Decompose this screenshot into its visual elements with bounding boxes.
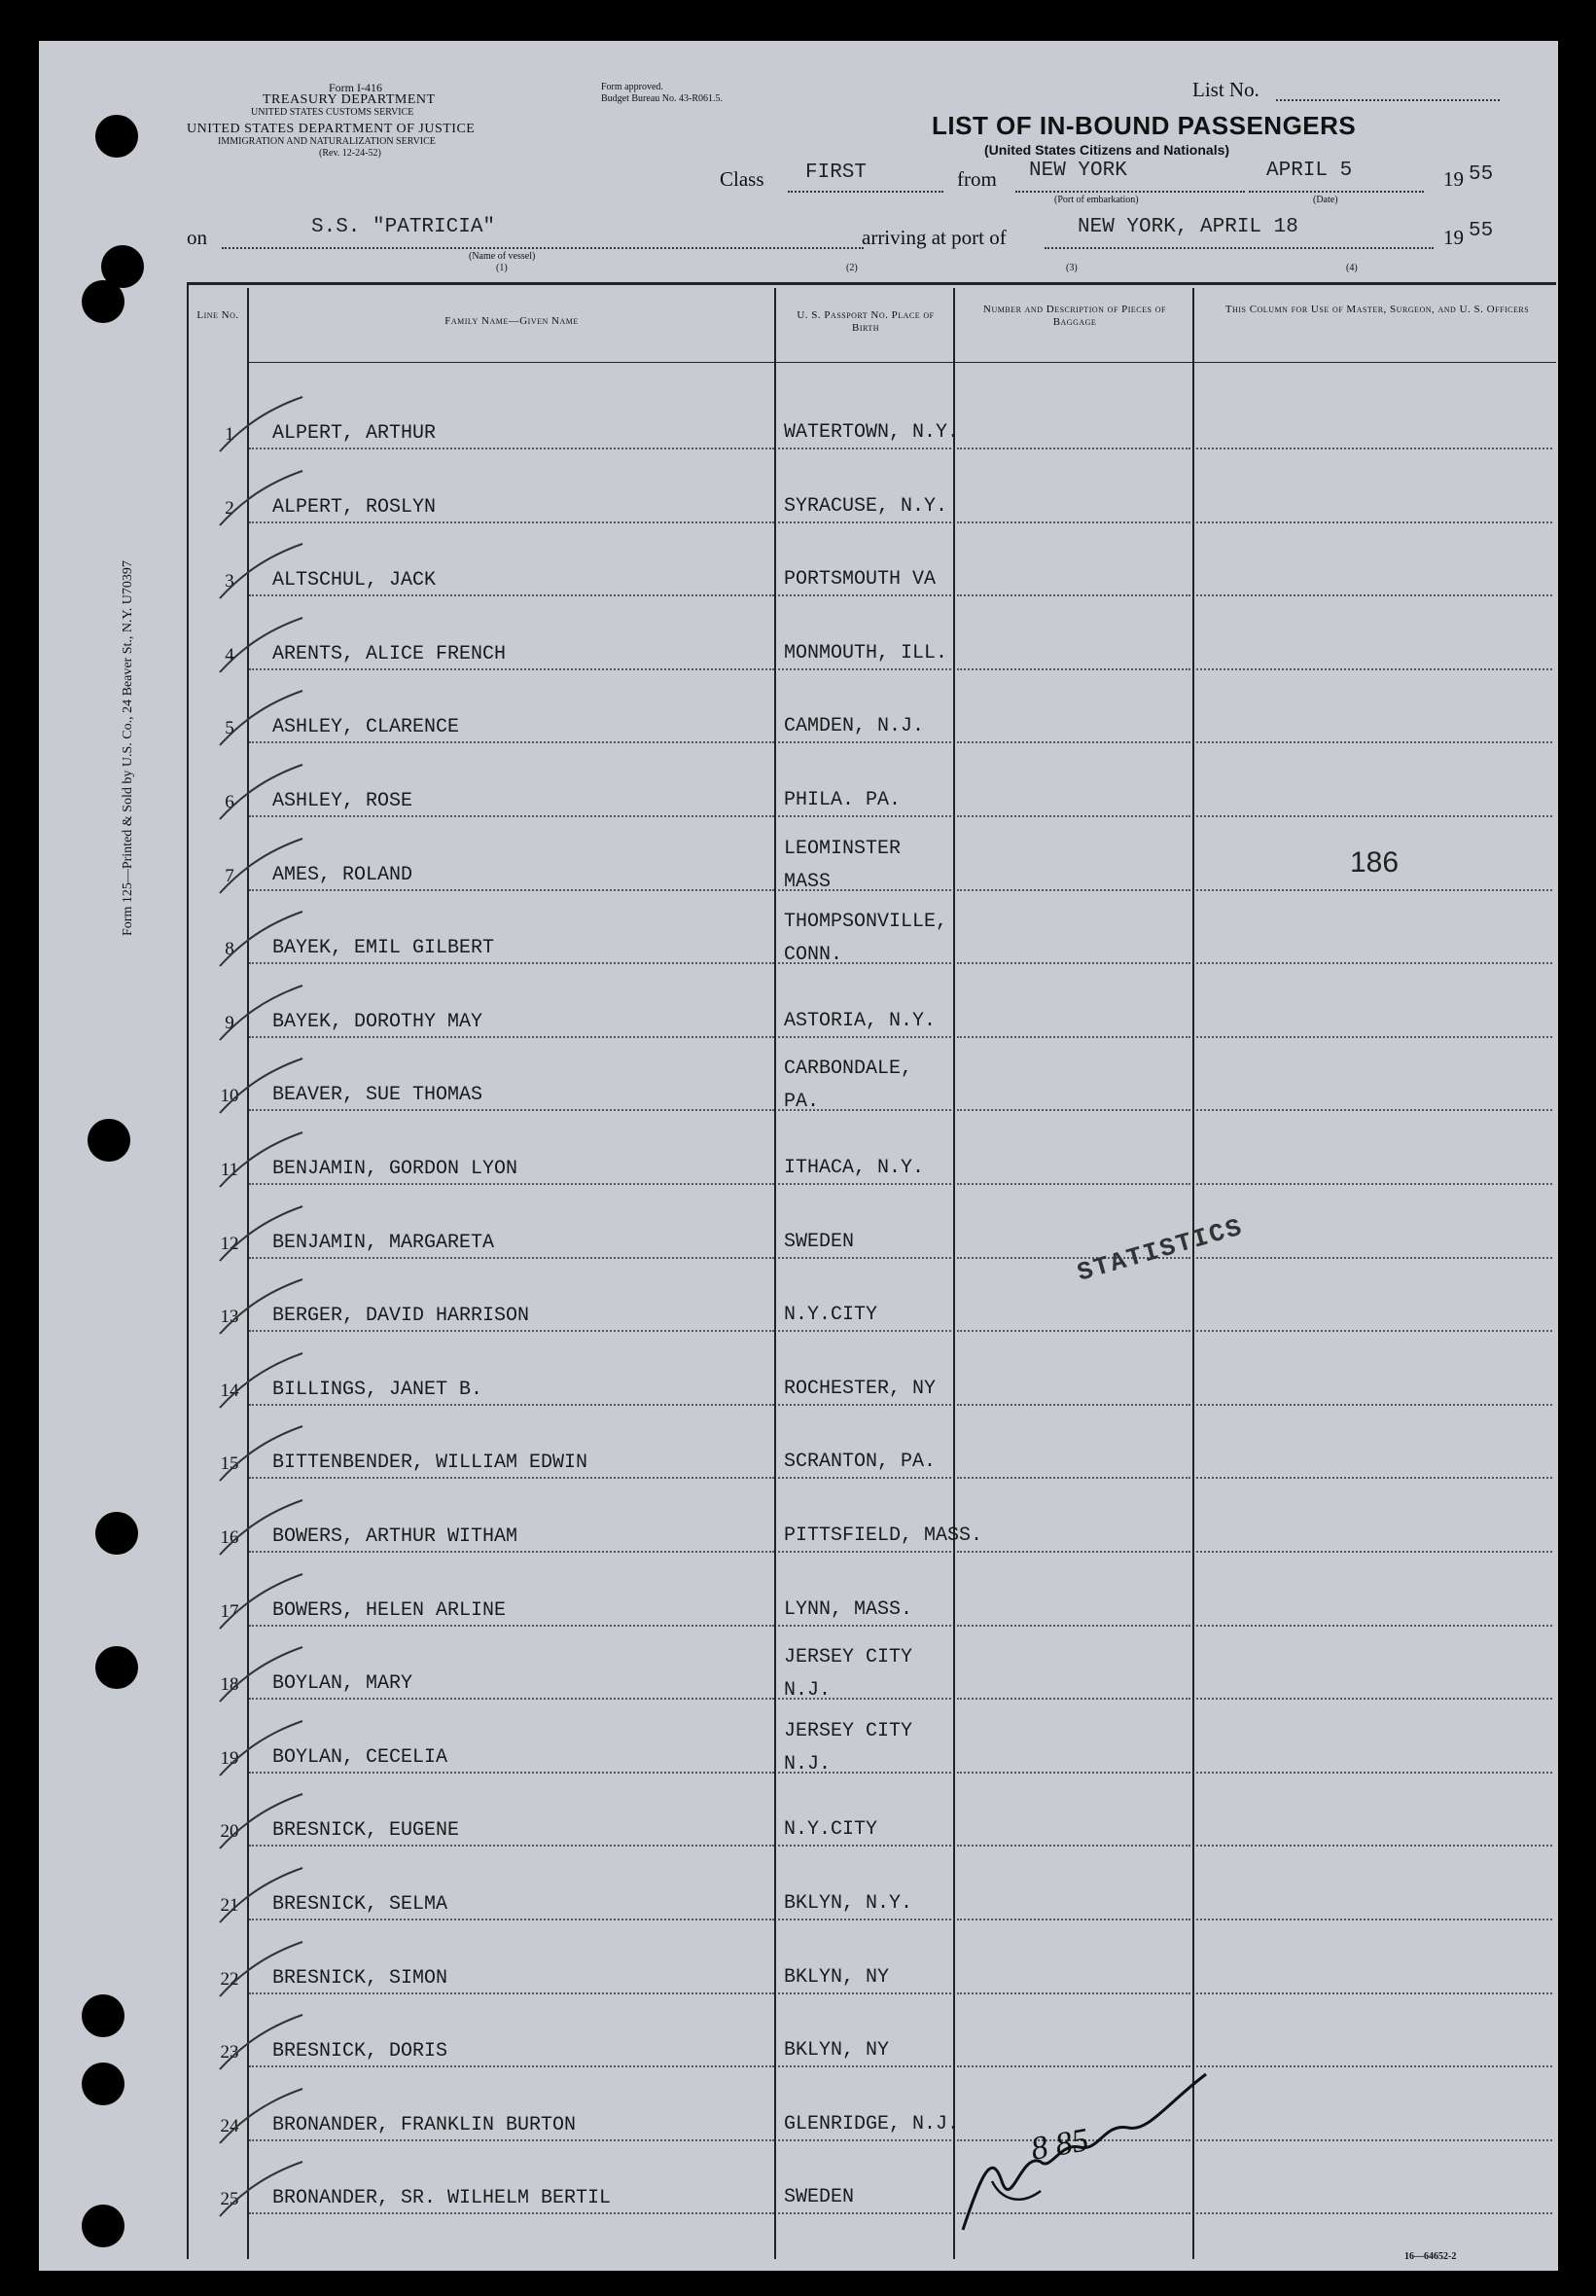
- check-mark: [210, 1347, 307, 1416]
- row-rule: [249, 448, 774, 449]
- line-number: 24: [220, 2115, 239, 2136]
- place-line: THOMPSONVILLE,: [784, 911, 948, 934]
- row-rule: [249, 1919, 774, 1920]
- place-line: BKLYN, NY: [784, 2039, 890, 2063]
- row-rule: [778, 1772, 951, 1774]
- check-mark: [210, 685, 307, 753]
- form-approved: Form approved.: [601, 82, 663, 92]
- passenger-name: AMES, ROLAND: [272, 863, 413, 886]
- passenger-name: ALTSCHUL, JACK: [272, 569, 437, 592]
- row-rule: [1196, 521, 1552, 523]
- passenger-name: BERGER, DAVID HARRISON: [272, 1305, 530, 1328]
- arriving-label: arriving at port of: [862, 226, 1007, 249]
- place-line: MONMOUTH, ILL.: [784, 641, 948, 664]
- place-of-birth: [784, 563, 936, 596]
- row-rule: [778, 1992, 951, 1994]
- check-mark: [210, 1568, 307, 1636]
- table-row: [39, 1347, 1558, 1421]
- row-rule: [957, 668, 1190, 670]
- row-rule: [249, 2065, 774, 2067]
- place-of-birth: [784, 490, 947, 523]
- place-line: SYRACUSE, N.Y.: [784, 494, 948, 518]
- line-number: 13: [220, 1307, 239, 1328]
- col-number-1: (1): [496, 263, 508, 273]
- row-rule: [249, 2139, 774, 2141]
- department-justice: UNITED STATES DEPARTMENT OF JUSTICE: [187, 122, 476, 136]
- passenger-rows: [39, 41, 1558, 2271]
- table-row: [39, 1641, 1558, 1715]
- row-rule: [778, 1919, 951, 1920]
- table-row: [39, 685, 1558, 759]
- row-rule: [957, 1992, 1190, 1994]
- year2-label: 19: [1443, 226, 1464, 249]
- place-line: SWEDEN: [784, 2186, 855, 2209]
- row-rule: [778, 521, 951, 523]
- class-label: Class: [720, 167, 764, 191]
- col-number-4: (4): [1346, 263, 1358, 273]
- row-rule: [778, 448, 951, 449]
- passenger-name: BRESNICK, SIMON: [272, 1966, 448, 1990]
- row-rule: [249, 1257, 774, 1259]
- row-rule: [778, 889, 951, 891]
- place-line: ROCHESTER, NY: [784, 1377, 937, 1400]
- row-rule: [249, 962, 774, 964]
- place-of-birth: [784, 1226, 854, 1259]
- check-mark: [210, 1862, 307, 1930]
- place-of-birth: [784, 637, 947, 670]
- table-row: [39, 538, 1558, 612]
- place-of-birth: [784, 416, 959, 449]
- line-number: 12: [220, 1233, 239, 1254]
- passenger-name: BRONANDER, SR. WILHELM BERTIL: [272, 2187, 612, 2210]
- passenger-name: BENJAMIN, GORDON LYON: [272, 1158, 518, 1180]
- passenger-name: ASHLEY, CLARENCE: [272, 716, 460, 739]
- table-row: [39, 1127, 1558, 1201]
- row-rule: [1196, 1845, 1552, 1847]
- row-rule: [1196, 1992, 1552, 1994]
- col-number-3: (3): [1066, 263, 1078, 273]
- place-of-birth: [784, 1152, 924, 1185]
- line-number: 25: [220, 2189, 239, 2210]
- header-passport: U. S. Passport No. Place of Birth: [797, 309, 935, 334]
- from-label: from: [957, 167, 997, 191]
- row-rule: [1196, 1330, 1552, 1332]
- line-number: 3: [225, 571, 234, 592]
- table-row: [39, 2156, 1558, 2230]
- place-line: CONN.: [784, 944, 843, 967]
- row-rule: [249, 1992, 774, 1994]
- row-rule: [957, 1772, 1190, 1774]
- department-treasury: TREASURY DEPARTMENT: [263, 92, 436, 107]
- row-rule: [249, 1183, 774, 1185]
- row-rule: [249, 1404, 774, 1406]
- place-line: SWEDEN: [784, 1230, 855, 1253]
- place-line: JERSEY CITY: [784, 1719, 913, 1742]
- row-rule: [778, 1551, 951, 1553]
- row-rule: [778, 2139, 951, 2141]
- check-mark: [210, 1274, 307, 1342]
- check-mark: [210, 1715, 307, 1783]
- table-row: [39, 906, 1558, 980]
- table-row: [39, 1568, 1558, 1642]
- line-number: 18: [220, 1674, 239, 1696]
- row-rule: [1196, 815, 1552, 817]
- place-line: BKLYN, NY: [784, 1965, 890, 1989]
- place-line: PA.: [784, 1091, 820, 1114]
- row-rule: [957, 1919, 1190, 1920]
- row-rule: [778, 962, 951, 964]
- row-rule: [1196, 1477, 1552, 1479]
- row-rule: [957, 448, 1190, 449]
- passenger-name: BOYLAN, CECELIA: [272, 1745, 448, 1769]
- passenger-name: BOWERS, HELEN ARLINE: [272, 1598, 507, 1622]
- arrival-value: NEW YORK, APRIL 18: [1078, 216, 1298, 238]
- check-mark: [210, 391, 307, 459]
- table-row: [39, 1420, 1558, 1494]
- list-no-label: List No.: [1192, 78, 1259, 101]
- col-number-2: (2): [846, 263, 858, 273]
- place-line: N.Y.CITY: [784, 1304, 878, 1327]
- row-rule: [957, 521, 1190, 523]
- check-mark: [210, 538, 307, 606]
- check-mark: [210, 759, 307, 827]
- row-rule: [778, 815, 951, 817]
- place-of-birth: [784, 1961, 889, 1994]
- table-row: [39, 2009, 1558, 2083]
- place-line: PORTSMOUTH VA: [784, 568, 937, 592]
- passenger-name: ALPERT, ARTHUR: [272, 422, 437, 445]
- year-value: 55: [1469, 163, 1494, 186]
- line-number: 9: [225, 1012, 234, 1033]
- line-number: 19: [220, 1747, 239, 1769]
- row-rule: [1196, 668, 1552, 670]
- check-mark: [210, 1788, 307, 1856]
- row-rule: [957, 1845, 1190, 1847]
- row-rule: [957, 962, 1190, 964]
- row-rule: [778, 1845, 951, 1847]
- line-number: 11: [220, 1160, 239, 1180]
- passenger-name: BRESNICK, SELMA: [272, 1893, 448, 1916]
- row-rule: [957, 1109, 1190, 1111]
- check-mark: [210, 1641, 307, 1709]
- check-mark: [210, 906, 307, 974]
- vessel-value: S.S. "PATRICIA": [311, 216, 496, 238]
- place-line: LYNN, MASS.: [784, 1597, 913, 1621]
- row-rule: [249, 1551, 774, 1553]
- row-rule: [249, 1625, 774, 1627]
- line-number: 2: [225, 497, 234, 519]
- table-row: [39, 612, 1558, 686]
- check-mark: [210, 833, 307, 901]
- table-row: [39, 1715, 1558, 1789]
- row-rule: [249, 1477, 774, 1479]
- table-row: [39, 1494, 1558, 1568]
- place-of-birth: [784, 710, 924, 743]
- passenger-name: BRONANDER, FRANKLIN BURTON: [272, 2113, 577, 2136]
- place-line: N.J.: [784, 1752, 832, 1776]
- passenger-name: ARENTS, ALICE FRENCH: [272, 642, 507, 665]
- year-label: 19: [1443, 167, 1464, 191]
- row-rule: [1196, 1257, 1552, 1259]
- port-embarkation-label: (Port of embarkation): [1054, 195, 1139, 205]
- line-number: 21: [220, 1895, 239, 1916]
- line-number: 8: [225, 939, 234, 960]
- row-rule: [249, 889, 774, 891]
- place-line: JERSEY CITY: [784, 1646, 913, 1669]
- row-rule: [778, 1698, 951, 1700]
- place-line: N.Y.CITY: [784, 1818, 878, 1842]
- check-mark: [210, 612, 307, 680]
- table-row: [39, 1201, 1558, 1274]
- year2-value: 55: [1469, 220, 1494, 242]
- form-title: LIST OF IN-BOUND PASSENGERS: [932, 111, 1357, 140]
- passenger-name: BOWERS, ARTHUR WITHAM: [272, 1525, 518, 1548]
- line-number: 22: [220, 1968, 239, 1990]
- row-rule: [249, 1109, 774, 1111]
- row-rule: [249, 521, 774, 523]
- table-row: [39, 759, 1558, 833]
- passenger-name: BRESNICK, EUGENE: [272, 1819, 460, 1843]
- form-number: Form I-416: [329, 81, 382, 94]
- form-subtitle: (United States Citizens and Nationals): [984, 142, 1230, 158]
- budget-bureau: Budget Bureau No. 43-R061.5.: [601, 93, 723, 104]
- place-line: ASTORIA, N.Y.: [784, 1009, 937, 1032]
- check-mark: [210, 1420, 307, 1489]
- place-of-birth: [784, 1594, 912, 1627]
- row-rule: [249, 1845, 774, 1847]
- place-of-birth: [784, 1813, 877, 1847]
- passenger-name: BENJAMIN, MARGARETA: [272, 1231, 495, 1254]
- row-rule: [249, 1772, 774, 1774]
- check-mark: [210, 1053, 307, 1121]
- place-line: PHILA. PA.: [784, 789, 902, 811]
- row-rule: [1196, 1551, 1552, 1553]
- passenger-name: BAYEK, DOROTHY MAY: [272, 1010, 483, 1033]
- row-rule: [957, 1477, 1190, 1479]
- table-row: [39, 1274, 1558, 1347]
- table-row: [39, 1788, 1558, 1862]
- place-line: WATERTOWN, N.Y.: [784, 421, 960, 444]
- place-of-birth: [784, 1520, 982, 1553]
- passenger-name: BILLINGS, JANET B.: [272, 1378, 483, 1401]
- row-rule: [778, 1625, 951, 1627]
- row-rule: [957, 1036, 1190, 1038]
- check-mark: [210, 980, 307, 1048]
- row-rule: [778, 2212, 951, 2214]
- row-rule: [778, 594, 951, 596]
- row-rule: [778, 1183, 951, 1185]
- line-number: 5: [225, 718, 234, 739]
- header-baggage: Number and Description of Pieces of Baggage: [983, 304, 1166, 328]
- row-rule: [957, 1698, 1190, 1700]
- row-rule: [1196, 1772, 1552, 1774]
- row-rule: [778, 1036, 951, 1038]
- line-number: 7: [225, 865, 234, 886]
- line-number: 16: [220, 1527, 239, 1548]
- check-mark: [210, 1127, 307, 1195]
- row-rule: [778, 1330, 951, 1332]
- annotation-186: 186: [1350, 846, 1400, 879]
- row-rule: [1196, 2065, 1552, 2067]
- form-revision: (Rev. 12-24-52): [319, 148, 381, 159]
- row-rule: [1196, 741, 1552, 743]
- class-value: FIRST: [805, 161, 868, 184]
- row-rule: [249, 2212, 774, 2214]
- place-of-birth: [784, 1005, 936, 1038]
- row-rule: [249, 1036, 774, 1038]
- passenger-name: BOYLAN, MARY: [272, 1672, 413, 1696]
- table-row: [39, 2083, 1558, 2157]
- row-rule: [1196, 2139, 1552, 2141]
- row-rule: [249, 741, 774, 743]
- row-rule: [249, 1330, 774, 1332]
- table-row: [39, 980, 1558, 1054]
- row-rule: [778, 741, 951, 743]
- passenger-name: BRESNICK, DORIS: [272, 2040, 448, 2063]
- line-number: 4: [225, 644, 234, 665]
- row-rule: [957, 1625, 1190, 1627]
- place-of-birth: [784, 1887, 912, 1920]
- line-number: 10: [220, 1086, 239, 1107]
- header-line-no: Line No.: [196, 309, 239, 321]
- vessel-label: (Name of vessel): [469, 251, 536, 262]
- row-rule: [1196, 594, 1552, 596]
- place-of-birth: [784, 2181, 854, 2214]
- check-mark: [210, 1494, 307, 1562]
- check-mark: [210, 1201, 307, 1269]
- date-label: (Date): [1313, 195, 1338, 205]
- row-rule: [778, 1257, 951, 1259]
- customs-service: UNITED STATES CUSTOMS SERVICE: [251, 107, 414, 118]
- place-of-birth: [784, 1299, 877, 1332]
- row-rule: [1196, 1036, 1552, 1038]
- check-mark: [210, 465, 307, 533]
- line-number: 1: [225, 424, 234, 445]
- check-mark: [210, 2009, 307, 2077]
- place-line: ITHACA, N.Y.: [784, 1157, 925, 1179]
- printer-imprint: Form 125—Printed & Sold by U.S. Co., 24 Beaver St., N.Y. U70397: [121, 560, 135, 936]
- row-rule: [957, 889, 1190, 891]
- passenger-name: BAYEK, EMIL GILBERT: [272, 937, 495, 960]
- form-paper: [39, 41, 1558, 2271]
- naturalization-service: IMMIGRATION AND NATURALIZATION SERVICE: [218, 136, 436, 147]
- place-of-birth: [784, 2034, 889, 2067]
- header-name: Family Name—Given Name: [444, 315, 579, 327]
- statistics-stamp: STATISTICS: [1074, 1212, 1247, 1288]
- row-rule: [1196, 1404, 1552, 1406]
- line-number: 23: [220, 2042, 239, 2063]
- row-rule: [1196, 889, 1552, 891]
- row-rule: [1196, 1625, 1552, 1627]
- row-rule: [957, 1404, 1190, 1406]
- table-row: [39, 465, 1558, 539]
- row-rule: [249, 815, 774, 817]
- signature-note: 8 85: [1028, 2122, 1092, 2168]
- place-line: MASS: [784, 870, 832, 893]
- line-number: 20: [220, 1821, 239, 1843]
- line-number: 17: [220, 1600, 239, 1622]
- row-rule: [957, 1330, 1190, 1332]
- table-row: [39, 833, 1558, 907]
- place-of-birth: [784, 784, 901, 817]
- place-line: CARBONDALE,: [784, 1058, 913, 1081]
- on-label: on: [187, 226, 207, 249]
- table-row: [39, 1936, 1558, 2010]
- row-rule: [1196, 2212, 1552, 2214]
- place-line: N.J.: [784, 1679, 832, 1703]
- row-rule: [1196, 1698, 1552, 1700]
- table-row: [39, 1862, 1558, 1936]
- check-mark: [210, 2156, 307, 2224]
- place-line: GLENRIDGE, N.J.: [784, 2112, 960, 2135]
- line-number: 15: [220, 1453, 239, 1475]
- header-officers: This Column for Use of Master, Surgeon, and U. S. Officers: [1224, 304, 1530, 315]
- date-value: APRIL 5: [1266, 160, 1353, 182]
- footer-code: 16—64652-2: [1404, 2251, 1457, 2262]
- row-rule: [249, 594, 774, 596]
- line-number: 6: [225, 792, 234, 812]
- row-rule: [778, 1109, 951, 1111]
- row-rule: [1196, 448, 1552, 449]
- row-rule: [778, 1404, 951, 1406]
- passenger-name: ALPERT, ROSLYN: [272, 495, 437, 519]
- place-of-birth: [784, 1446, 936, 1479]
- row-rule: [249, 1698, 774, 1700]
- place-line: LEOMINSTER: [784, 837, 902, 860]
- passenger-name: BITTENBENDER, WILLIAM EDWIN: [272, 1452, 588, 1475]
- passenger-name: ASHLEY, ROSE: [272, 790, 413, 812]
- row-rule: [957, 594, 1190, 596]
- place-line: BKLYN, N.Y.: [784, 1892, 913, 1915]
- row-rule: [778, 668, 951, 670]
- place-of-birth: [784, 1373, 936, 1406]
- place-line: CAMDEN, N.J.: [784, 715, 925, 738]
- row-rule: [249, 668, 774, 670]
- row-rule: [957, 741, 1190, 743]
- row-rule: [957, 815, 1190, 817]
- row-rule: [1196, 1919, 1552, 1920]
- row-rule: [1196, 1183, 1552, 1185]
- row-rule: [778, 2065, 951, 2067]
- row-rule: [957, 1551, 1190, 1553]
- from-value: NEW YORK: [1029, 160, 1127, 182]
- table-row: [39, 1053, 1558, 1127]
- passenger-name: BEAVER, SUE THOMAS: [272, 1084, 483, 1107]
- row-rule: [1196, 962, 1552, 964]
- line-number: 14: [220, 1380, 239, 1401]
- check-mark: [210, 1936, 307, 2004]
- row-rule: [778, 1477, 951, 1479]
- table-row: [39, 391, 1558, 465]
- row-rule: [957, 1183, 1190, 1185]
- row-rule: [1196, 1109, 1552, 1111]
- place-line: SCRANTON, PA.: [784, 1451, 937, 1474]
- place-line: PITTSFIELD, MASS.: [784, 1525, 983, 1547]
- check-mark: [210, 2083, 307, 2151]
